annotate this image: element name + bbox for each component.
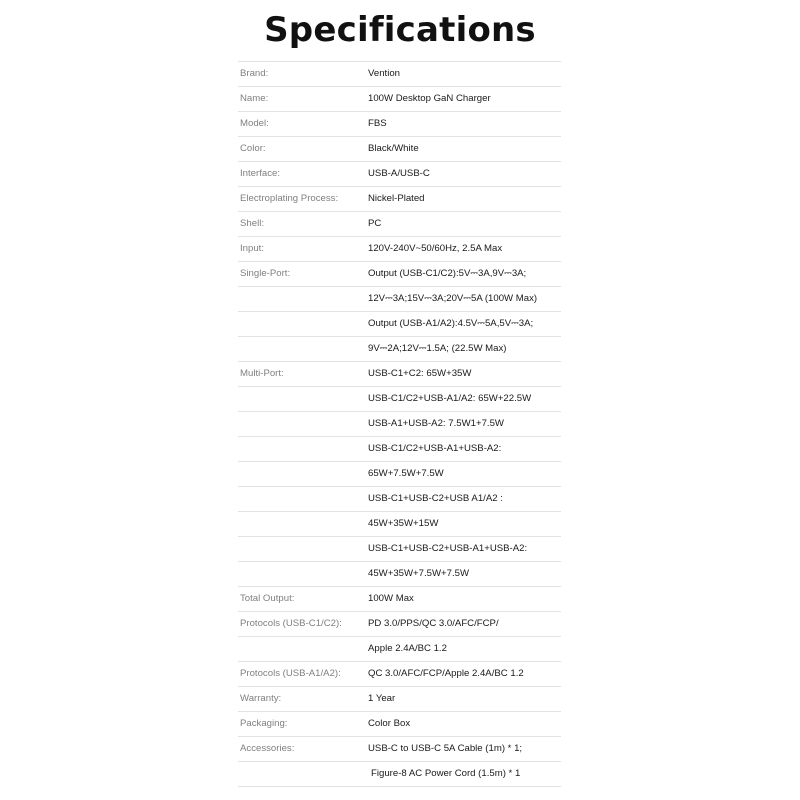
spec-value: PD 3.0/PPS/QC 3.0/AFC/FCP/ [368,618,499,629]
spec-label: Multi-Port: [240,368,284,379]
spec-row-multi-port-cont [238,437,561,462]
spec-label: Model: [240,118,269,129]
page-title: Specifications [264,10,536,50]
spec-value: 120V-240V~50/60Hz, 2.5A Max [368,243,503,254]
spec-row-single-port-cont [238,312,561,337]
spec-value: 100W Max [368,593,414,604]
spec-row-warranty [238,687,561,712]
spec-value: 9V⎓2A;12V⎓1.5A; (22.5W Max) [368,343,507,354]
spec-row-color [238,137,561,162]
spec-value: 100W Desktop GaN Charger [368,93,491,104]
spec-row-packaging [238,712,561,737]
spec-row-multi-port-cont [238,487,561,512]
spec-value: 45W+35W+7.5W+7.5W [368,568,470,579]
spec-row-brand [238,62,561,87]
spec-row-protocols-usb-c [238,612,561,637]
spec-row-single-port [238,262,561,287]
spec-row-multi-port [238,362,561,387]
spec-row-multi-port-cont [238,562,561,587]
spec-value: 45W+35W+15W [368,518,439,529]
spec-value: USB-C1/C2+USB-A1/A2: 65W+22.5W [368,393,532,404]
spec-value: USB-C to USB-C 5A Cable (1m) * 1; [368,743,523,754]
spec-row-protocols-usb-c-cont [238,637,561,662]
spec-row-total-output [238,587,561,612]
spec-row-interface [238,162,561,187]
spec-value: Output (USB-C1/C2):5V⎓3A,9V⎓3A; [368,268,527,279]
spec-value: USB-A/USB-C [368,168,430,179]
spec-label: Protocols (USB-A1/A2): [240,668,341,679]
spec-label: Accessories: [240,743,295,754]
spec-row-input [238,237,561,262]
spec-value: USB-C1/C2+USB-A1+USB-A2: [368,443,502,454]
spec-value: Color Box [368,718,411,729]
spec-label: Warranty: [240,693,282,704]
spec-value: USB-C1+USB-C2+USB A1/A2 : [368,493,503,504]
spec-value: Apple 2.4A/BC 1.2 [368,643,447,654]
spec-label: Protocols (USB-C1/C2): [240,618,342,629]
spec-value: Black/White [368,143,419,154]
spec-row-multi-port-cont [238,412,561,437]
spec-table [238,61,561,787]
spec-value: FBS [368,118,387,129]
spec-value: USB-A1+USB-A2: 7.5W1+7.5W [368,418,504,429]
spec-row-single-port-cont [238,337,561,362]
spec-row-multi-port-cont [238,512,561,537]
spec-row-protocols-usb-a [238,662,561,687]
spec-label: Interface: [240,168,280,179]
spec-value: USB-C1+USB-C2+USB-A1+USB-A2: [368,543,528,554]
spec-row-accessories [238,737,561,762]
spec-value: 12V⎓3A;15V⎓3A;20V⎓5A (100W Max) [368,293,538,304]
spec-label: Single-Port: [240,268,291,279]
spec-row-single-port-cont [238,287,561,312]
spec-value: 1 Year [368,693,396,704]
spec-row-name [238,87,561,112]
spec-label: Total Output: [240,593,295,604]
spec-label: Packaging: [240,718,288,729]
spec-row-accessories-cont [238,762,561,787]
spec-row-multi-port-cont [238,537,561,562]
spec-label: Color: [240,143,266,154]
spec-row-multi-port-cont [238,462,561,487]
spec-row-model [238,112,561,137]
spec-label: Electroplating Process: [240,193,339,204]
spec-value: Figure-8 AC Power Cord (1.5m) * 1 [371,768,521,779]
spec-label: Shell: [240,218,264,229]
spec-value: PC [368,218,382,229]
spec-label: Input: [240,243,265,254]
spec-value: Vention [368,68,401,79]
spec-row-multi-port-cont [238,387,561,412]
spec-row-shell [238,212,561,237]
spec-value: Nickel-Plated [368,193,425,204]
spec-row-electroplating-process [238,187,561,212]
spec-value: QC 3.0/AFC/FCP/Apple 2.4A/BC 1.2 [368,668,524,679]
spec-label: Brand: [240,68,269,79]
spec-value: 65W+7.5W+7.5W [368,468,444,479]
spec-value: USB-C1+C2: 65W+35W [368,368,472,379]
spec-value: Output (USB-A1/A2):4.5V⎓5A,5V⎓3A; [368,318,534,329]
spec-label: Name: [240,93,269,104]
